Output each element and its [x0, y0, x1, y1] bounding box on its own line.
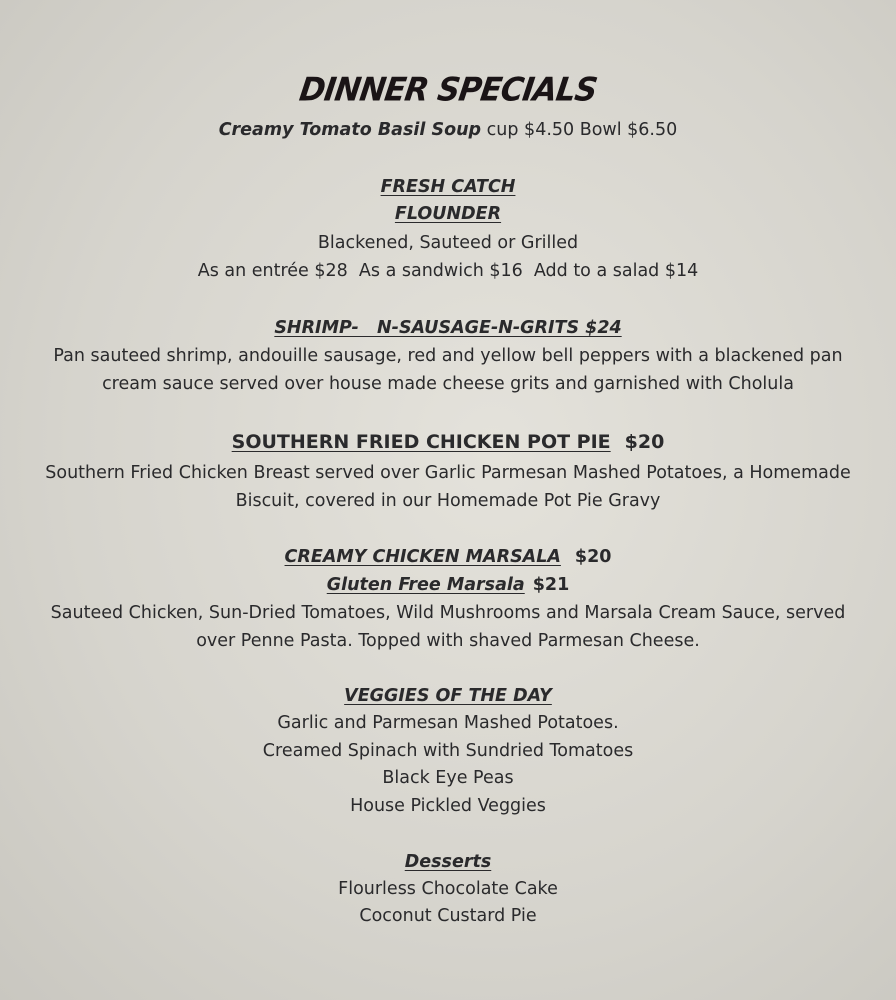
marsala-desc-2: over Penne Pasta. Topped with shaved Parmesan Cheese.	[196, 631, 700, 651]
fresh-catch-heading: FRESH CATCH	[380, 177, 516, 197]
pot-pie-price: $20	[624, 431, 665, 453]
menu-title: DINNER SPECIALS	[297, 71, 599, 109]
shrimp-heading: SHRIMP- N-SAUSAGE-N-GRITS $24	[274, 318, 622, 338]
pot-pie-heading-row	[0, 430, 896, 454]
marsala-price: $20	[574, 547, 612, 567]
veggie-item: Black Eye Peas	[382, 768, 514, 788]
soup-line	[0, 118, 896, 142]
veggie-item: Creamed Spinach with Sundried Tomatoes	[262, 741, 634, 761]
desserts-heading: Desserts	[404, 852, 492, 872]
desserts-heading-row	[0, 850, 896, 874]
shrimp-heading-row	[0, 316, 896, 340]
fish-prep: Blackened, Sauteed or Grilled	[317, 233, 579, 253]
pot-pie-desc-1: Southern Fried Chicken Breast served over Garlic Parmesan Mashed Potatoes, a Homemade	[45, 463, 851, 483]
soup-prices: cup $4.50 Bowl $6.50	[486, 120, 678, 140]
pot-pie-desc-2: Biscuit, covered in our Homemade Pot Pie Gravy	[235, 491, 661, 511]
gf-marsala-row	[0, 573, 896, 597]
veggies-heading: VEGGIES OF THE DAY	[344, 686, 552, 706]
fish-name: FLOUNDER	[394, 204, 502, 224]
gf-marsala-label: Gluten Free Marsala	[326, 575, 525, 595]
veggie-item: Garlic and Parmesan Mashed Potatoes.	[277, 713, 619, 733]
fish-name-row	[0, 202, 896, 226]
veggie-item: House Pickled Veggies	[350, 796, 546, 816]
pot-pie-heading: SOUTHERN FRIED CHICKEN POT PIE	[231, 431, 611, 453]
dessert-item: Coconut Custard Pie	[359, 906, 537, 926]
shrimp-desc-2: cream sauce served over house made cheese grits and garnished with Cholula	[102, 374, 794, 394]
soup-name: Creamy Tomato Basil Soup	[218, 120, 482, 140]
marsala-heading-row	[0, 545, 896, 569]
dessert-item: Flourless Chocolate Cake	[338, 879, 558, 899]
fish-options: As an entrée $28 As a sandwich $16 Add to a salad $14	[197, 261, 699, 281]
shrimp-desc-1: Pan sauteed shrimp, andouille sausage, red and yellow bell peppers with a blackened pan	[53, 346, 843, 366]
gf-marsala-price: $21	[532, 575, 570, 595]
veggies-heading-row	[0, 684, 896, 708]
marsala-desc-1: Sauteed Chicken, Sun-Dried Tomatoes, Wild Mushrooms and Marsala Cream Sauce, served	[50, 603, 846, 623]
fresh-catch-heading-row	[0, 175, 896, 199]
marsala-heading: CREAMY CHICKEN MARSALA	[284, 547, 561, 567]
